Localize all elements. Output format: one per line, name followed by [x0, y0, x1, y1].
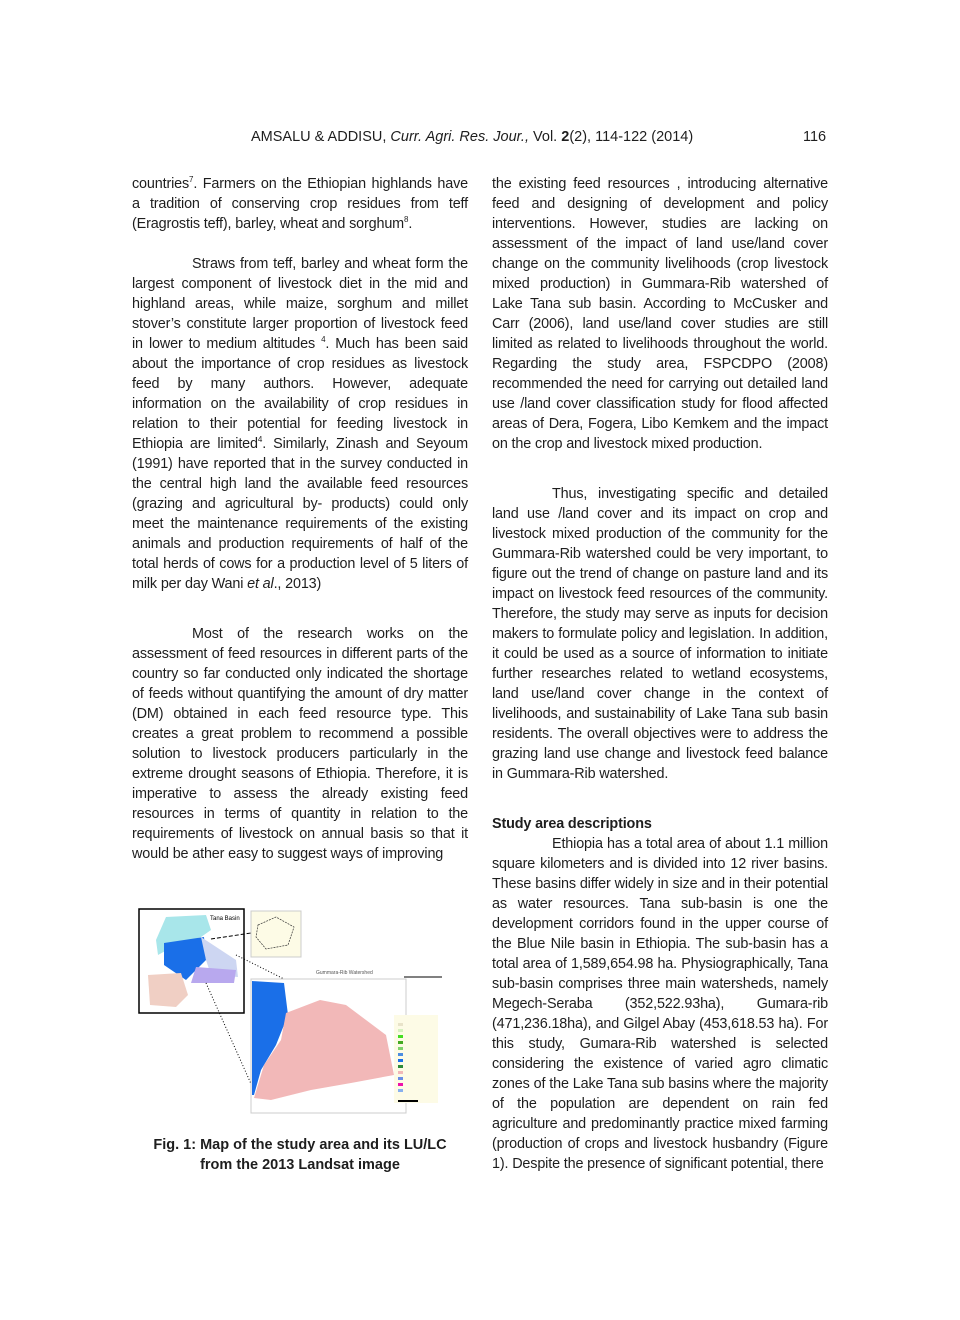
paragraph: Ethiopia has a total area of about 1.1 million square kilometers and is divided into 12 river basins. These basins differ widely in size and in their potential as water resources. Tana sub-basin is one the development corridors found in the upper course of the Blue Nile basin in Ethiopia. The sub-basin has a total area of 1,589,654.98 ha. Physiographically, Tana sub-basin comprises three main watersheds, namely Megech-Seraba (352,522.93ha), Gumara-rib (471,236.18ha), and Gilgel Abay (453,618.53 ha). For this study, Gumara-Rib watershed is selected considering the existence of varied agro climatic zones of the Lake Tana sub basins where the majority of the population are dependent on rain fed agriculture and predominantly practice mixed farming (production of crops and livestock husbandry (Figure 1). Despite the presence of significant potential, there [492, 836, 828, 1172]
map-title: Gummara-Rib Watershed [316, 970, 373, 976]
citation-ref: 8 [404, 215, 409, 225]
paragraph [132, 254, 468, 594]
text: ., 2013) [273, 576, 322, 592]
journal-name: Curr. Agri. Res. Jour., [390, 129, 529, 145]
figure-caption [132, 1135, 468, 1175]
volume: 2 [561, 129, 570, 145]
text: . Much has been said about the importance of crop residues as livestock feed by many authors. However, adequate information on the availability of crop residues in relation to their potential for feeding livestock in Ethiopia are limited [132, 336, 469, 452]
right-column [492, 174, 828, 1194]
citation-ref: 4 [321, 335, 326, 345]
citation-ref: 4 [257, 435, 263, 445]
text: . Similarly, Zinash and Seyoum (1991) have reported that in the survey conducted in the central high land the available feed resources (grazing and agricultural by- products) could only meet the maintenance requirements of the existing animals and production requirements of half of the total herds of cows for a production level of 5 liters of milk per day Wani [132, 436, 468, 592]
authors: AMSALU & ADDISU, [251, 129, 391, 145]
paragraph: Thus, investigating specific and detailed land use /land cover and its impact on crop and livestock mixed production of the community for the Gummara-Rib watershed could be very important, to figure out the trend of change on pasture land and its impact on livestock feed resources of the community. Therefore, the study may serve as inputs for decision makers to formulate policy and legislation. In addition, it could be used as a source of information to initiate further researches related to wetland ecosystems, land use/land cover change in the context of livelihoods, and sustainability of Lake Tana sub basin residents. The overall objectives were to address the grazing land use change and livestock feed balance in Gummara-Rib watershed. [492, 486, 828, 782]
paragraph [132, 174, 468, 234]
paragraph: Most of the research works on the assessment of feed resources in different parts of the country so far conducted only indicated the shortage of feeds without quantifying the amount of dry matter (DM) obtained in each feed resource type. This creates a great problem to recommend a possible solution to livestock producers particularly in the extreme drought seasons of Ethiopia. Therefore, it is imperative to assess the already existing feed resources in terms of quantity in relation to the requirements of livestock on annual basis so that it would be ather easy to suggest ways of improving [132, 626, 468, 862]
caption-line: from the 2013 Landsat image [200, 1157, 400, 1173]
citation-ref: 7 [189, 175, 194, 185]
text: countries [132, 176, 190, 192]
text: Straws from teff, barley and wheat form the largest component of livestock diet in the mid and highland areas, while maize, sorghum and millet stover’s constitute larger proportion of livestock feed in lower to medium altitudes [132, 256, 468, 352]
citation [251, 129, 693, 145]
left-column [132, 174, 468, 884]
section-heading: Study area descriptions [492, 816, 652, 832]
ethiopia-locator [251, 911, 301, 957]
vol-prefix: Vol. [529, 129, 562, 145]
text: . [408, 216, 413, 232]
page-number: 116 [803, 129, 827, 145]
inset-title: Tana Basin [210, 916, 240, 922]
text: . Farmers on the Ethiopian highlands have a tradition of conserving crop residues from teff (Eragrostis teff), barley, wheat and sorghum [132, 176, 468, 232]
paragraph: the existing feed resources , introducing alternative feed and designing of development and policy interventions. However, studies are lacking on assessment of the impact of land use/land cover change on the community livelihoods (crop livestock mixed production) in Gummara-Rib watershed of Lake Tana sub basin. According to McCusker and Carr (2006), land use/land cover studies are still limited as related to livelihoods throughout the world. Regarding the study area, FSPCDPO (2008) recommended the need for carrying out detailed land use /land cover classification study for flood affected areas of Dera, Fogera, Libo Kemkem and the impact on the crop and livestock mixed production. [492, 176, 828, 452]
caption-line: Fig. 1: Map of the study area and its LU/LC [153, 1137, 447, 1153]
study-area-map [136, 905, 446, 1117]
text: et al [247, 576, 274, 592]
issue-pages-year: (2), 114-122 (2014) [569, 129, 694, 145]
figure-map [136, 905, 446, 1117]
